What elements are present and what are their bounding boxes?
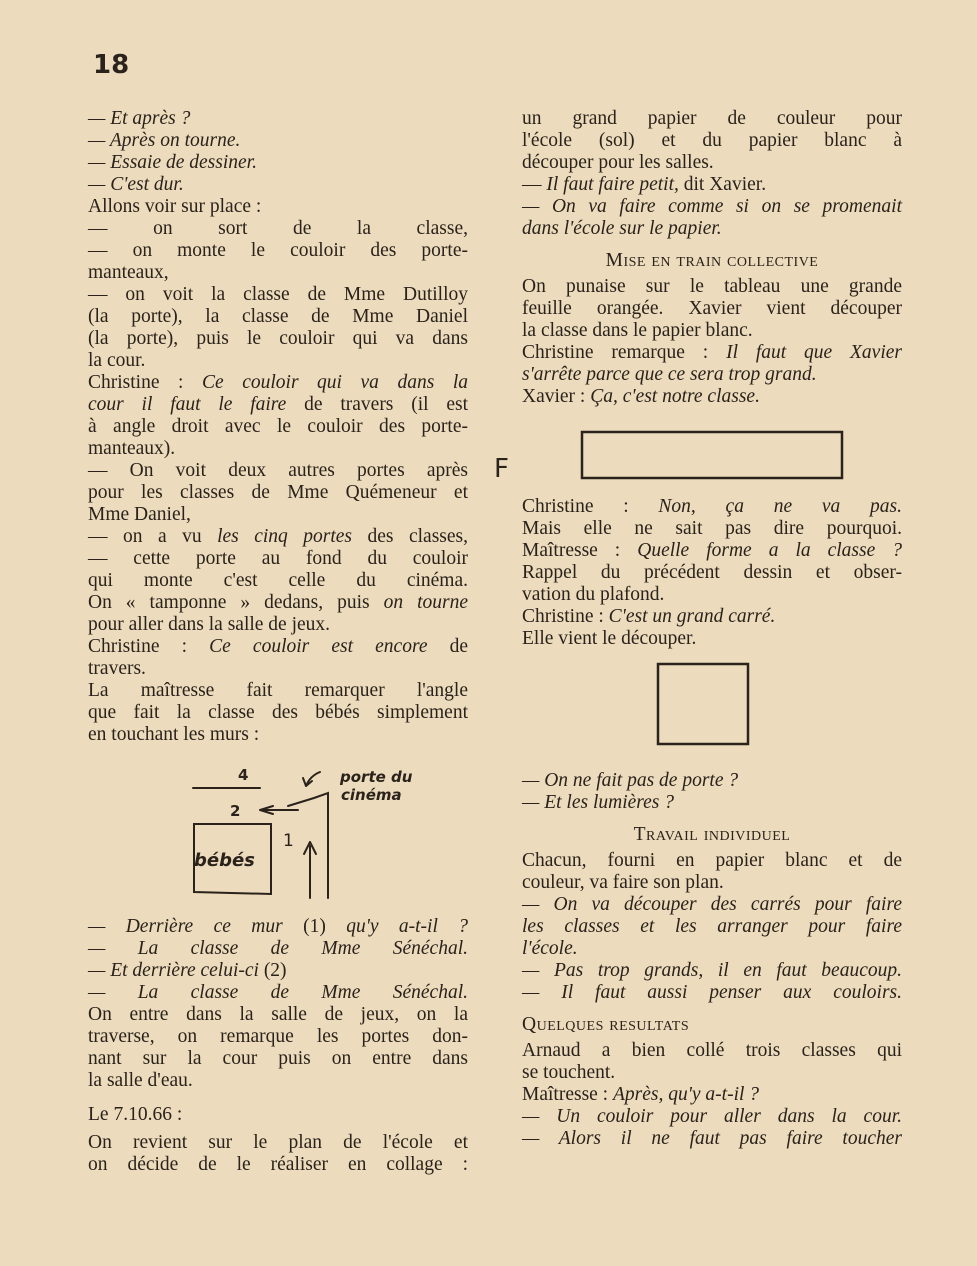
text-line: traverse, on remarque les portes don- [88, 1026, 468, 1047]
text-line: se touchent. [522, 1062, 616, 1083]
text-line: dans l'école sur le papier. [522, 218, 722, 239]
text-line: Xavier : Ça, c'est notre classe. [522, 386, 760, 407]
label-bebes: bébés [194, 850, 255, 871]
text-line: Chacun, fourni en papier blanc et de [522, 850, 902, 871]
page-number: 18 [93, 50, 130, 80]
rectangle-figure [522, 408, 902, 496]
text-line: feuille orangée. Xavier vient découper [522, 298, 902, 319]
text-line: — cette porte au fond du couloir [88, 548, 468, 569]
text-line: Mme Daniel, [88, 504, 191, 525]
text-line: l'école (sol) et du papier blanc à [522, 130, 902, 151]
text-line: manteaux). [88, 438, 176, 459]
text-line: — Et les lumières ? [522, 792, 675, 813]
text-line: travers. [88, 658, 146, 679]
label-4: 4 [238, 766, 249, 784]
text-line: (la porte), la classe de Mme Daniel [88, 306, 468, 327]
text-line: On revient sur le plan de l'école et [88, 1132, 468, 1153]
text-line: — Essaie de dessiner. [88, 152, 257, 173]
text-line: — La classe de Mme Sénéchal. [88, 938, 468, 959]
rectangle-drawing [522, 408, 902, 496]
section-heading: Travail individuel [633, 824, 791, 845]
text-line: nant sur la cour puis on entre dans [88, 1048, 468, 1069]
text-line: manteaux, [88, 262, 169, 283]
text-line: la salle d'eau. [88, 1070, 193, 1091]
text-line: — La classe de Mme Sénéchal. [88, 982, 468, 1003]
text-line: (la porte), puis le couloir qui va dans [88, 328, 468, 349]
text-line: Christine remarque : Il faut que Xavier [522, 342, 902, 363]
text-line: les classes et les arranger pour faire [522, 916, 902, 937]
text-line: Christine : Ce couloir qui va dans la [88, 372, 468, 393]
label-cinema: cinéma [341, 786, 402, 804]
text-line: — Derrière ce mur (1) qu'y a-t-il ? [88, 916, 468, 937]
right-column [522, 108, 902, 1150]
square-figure [522, 650, 902, 770]
text-line: — Il faut aussi penser aux couloirs. [522, 982, 902, 1003]
text-line: — Après on tourne. [88, 130, 241, 151]
text-line: Arnaud a bien collé trois classes qui [522, 1040, 902, 1061]
sketch-drawing [88, 758, 468, 916]
text-line: — on sort de la classe, [88, 218, 468, 239]
text-line: — On voit deux autres portes après [88, 460, 468, 481]
hallway-sketch [88, 758, 468, 916]
margin-letter: F [494, 454, 509, 484]
text-line: Christine : Non, ça ne va pas. [522, 496, 902, 517]
section-heading: Mise en train collective [605, 250, 819, 271]
text-line: On « tamponne » dedans, puis on tourne [88, 592, 468, 613]
text-line: — on voit la classe de Mme Dutilloy [88, 284, 468, 305]
text-line: — On va faire comme si on se promenait [522, 196, 902, 217]
text-line: en touchant les murs : [88, 724, 260, 745]
label-1: 1 [283, 831, 294, 851]
text-line: On entre dans la salle de jeux, on la [88, 1004, 468, 1025]
text-line: couleur, va faire son plan. [522, 872, 724, 893]
text-line: — Pas trop grands, il en faut beaucoup. [522, 960, 902, 981]
text-line: Mais elle ne sait pas dire pourquoi. [522, 518, 902, 539]
text-line: découper pour les salles. [522, 152, 714, 173]
text-line: l'école. [522, 938, 578, 959]
text-line: on décide de le réaliser en collage : [88, 1154, 468, 1175]
text-line: qui monte c'est celle du cinéma. [88, 570, 468, 591]
text-line: la classe dans le papier blanc. [522, 320, 753, 341]
text-line: — Il faut faire petit, dit Xavier. [522, 174, 767, 195]
left-column [88, 108, 468, 1176]
text-line: pour aller dans la salle de jeux. [88, 614, 331, 635]
text-line: — on a vu les cinq portes des classes, [88, 526, 469, 547]
text-line: — Et après ? [88, 108, 191, 129]
text-line: Christine : C'est un grand carré. [522, 606, 776, 627]
text-line: que fait la classe des bébés simplement [88, 702, 468, 723]
text-line: — on monte le couloir des porte- [88, 240, 468, 261]
text-line: — C'est dur. [88, 174, 184, 195]
text-line: — On ne fait pas de porte ? [522, 770, 739, 791]
date-heading: Le 7.10.66 : [88, 1104, 183, 1125]
text-line: — On va découper des carrés pour faire [522, 894, 902, 915]
text-line: un grand papier de couleur pour [522, 108, 902, 129]
label-2: 2 [230, 802, 241, 820]
text-line: cour il faut le faire de travers (il est [88, 394, 469, 415]
label-porte-du: porte du [340, 768, 413, 786]
text-line: pour les classes de Mme Quémeneur et [88, 482, 468, 503]
text-line: Christine : Ce couloir est encore de [88, 636, 469, 657]
text-line: la cour. [88, 350, 146, 371]
text-line: Rappel du précédent dessin et obser- [522, 562, 902, 583]
text-line: — Alors il ne faut pas faire toucher [522, 1128, 902, 1149]
text-line: Elle vient le découper. [522, 628, 697, 649]
text-line: — Un couloir pour aller dans la cour. [522, 1106, 902, 1127]
text-line: à angle droit avec le couloir des porte- [88, 416, 468, 437]
text-line: Maîtresse : Quelle forme a la classe ? [522, 540, 903, 561]
text-line: La maîtresse fait remarquer l'angle [88, 680, 468, 701]
text-line: s'arrête parce que ce sera trop grand. [522, 364, 817, 385]
section-heading: Quelques resultats [522, 1014, 690, 1035]
square-drawing [522, 650, 902, 770]
text-line: On punaise sur le tableau une grande [522, 276, 902, 297]
text-line: Maîtresse : Après, qu'y a-t-il ? [522, 1084, 760, 1105]
text-line: Allons voir sur place : [88, 196, 262, 217]
text-line: vation du plafond. [522, 584, 665, 605]
text-line: — Et derrière celui-ci (2) [88, 960, 287, 981]
